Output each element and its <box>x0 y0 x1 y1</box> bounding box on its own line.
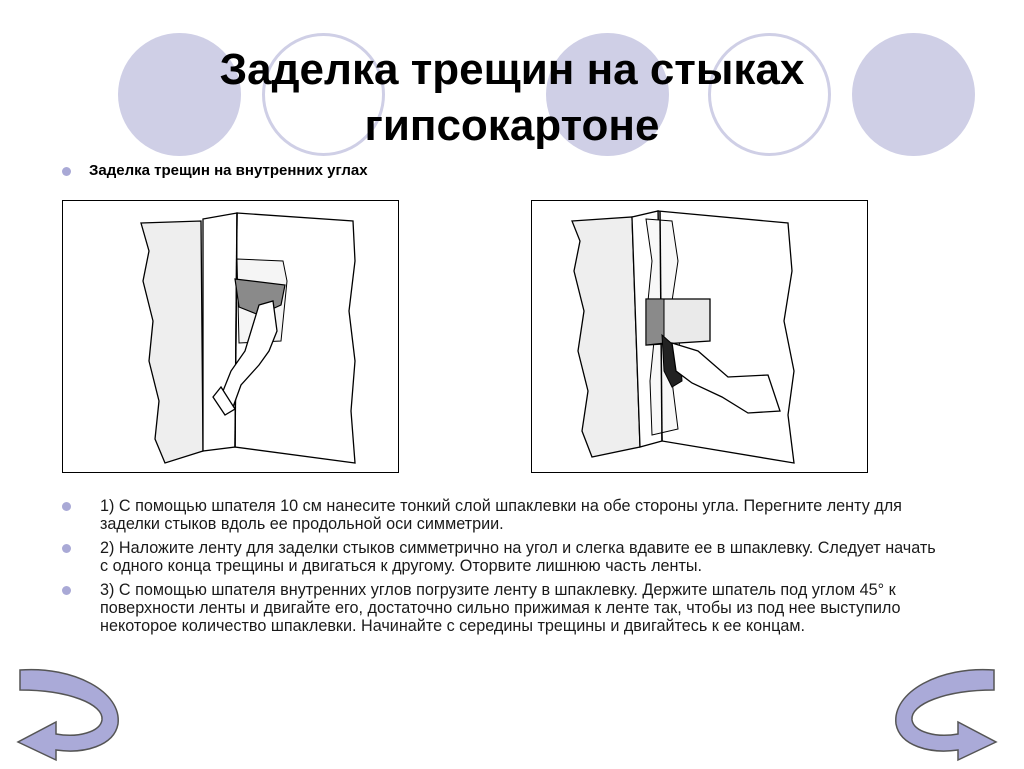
drywall-corner-tape-drawing <box>63 201 398 472</box>
curved-arrow-right-icon <box>888 662 1000 764</box>
illustration-step-1 <box>62 200 399 473</box>
slide-title <box>0 42 1024 154</box>
section-heading <box>62 162 368 179</box>
bullet-icon <box>62 544 71 553</box>
slide-title-line-2: гипсокартоне <box>364 101 660 150</box>
instruction-list <box>62 497 942 641</box>
slide-title-line-1: Заделка трещин на стыках <box>219 45 805 94</box>
next-slide-button[interactable] <box>888 662 1000 764</box>
prev-slide-button[interactable] <box>14 662 126 764</box>
bullet-icon <box>62 502 71 511</box>
step-text: 1) С помощью шпателя 10 см нанесите тонкий слой шпаклевки на обе стороны угла. Перегните ленту для заделки стыков вдоль ее продольной оси симметрии. <box>100 497 902 533</box>
bullet-icon <box>62 167 71 176</box>
list-item <box>62 581 942 635</box>
section-heading-text: Заделка трещин на внутренних углах <box>89 162 368 179</box>
bullet-icon <box>62 586 71 595</box>
curved-arrow-left-icon <box>14 662 126 764</box>
list-item <box>62 539 942 575</box>
list-item <box>62 497 942 533</box>
step-text: 3) С помощью шпателя внутренних углов погрузите ленту в шпаклевку. Держите шпатель под углом 45° к поверхности ленты и двигайте его, достаточно сильно прижимая к ленте так, чтобы из под нее выступило некоторое количество шпаклевки. Начинайте с середины трещины и двигайтесь к ее концам. <box>100 581 901 635</box>
illustration-step-2 <box>531 200 868 473</box>
drywall-corner-knife-drawing <box>532 201 867 472</box>
step-text: 2) Наложите ленту для заделки стыков симметрично на угол и слегка вдавите ее в шпаклевку. Следует начать с одного конца трещины и двигаться к другому. Оторвите лишнюю часть ленты. <box>100 539 936 575</box>
